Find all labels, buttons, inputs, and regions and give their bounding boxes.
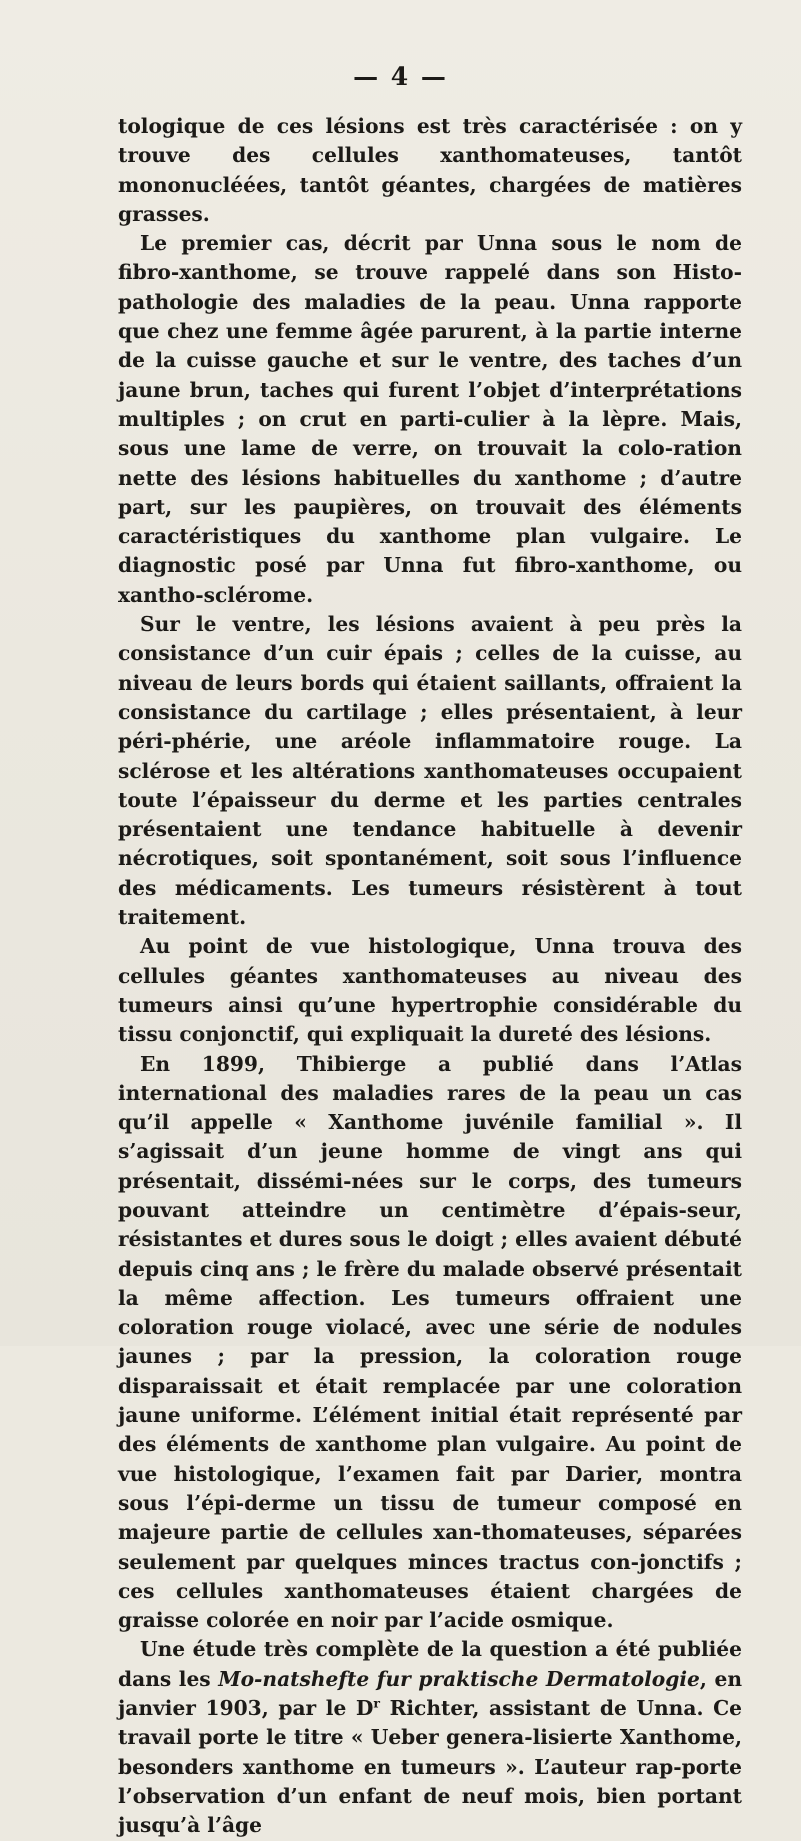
doctor-superscript: r bbox=[373, 1695, 381, 1711]
paragraph-thibierge-case: En 1899, Thibierge a publié dans l’Atlas international des maladies rares de la peau un cas qu’il appelle « Xanthome juvénile familial ». Il s’agissait d’un jeune homme de vingt ans qui présentait, dissémi-nées sur le corps, des tumeurs pouvant atteindre un centimètre d’épais-seur, résistantes et dures sous le doigt ; elles avaient débuté depuis cinq ans ; le frère du malade observé présentait la même affection. Les tumeurs offraient une coloration rouge violacé, avec une série de nodules jaunes ; par la pression, la coloration rouge disparaissait et était remplacée par une coloration jaune uniforme. L’élément initial était représenté par des éléments de xanthome plan vulgaire. Au point de vue histologique, l’examen fait par Darier, montra sous l’épi-derme un tissu de tumeur composé en majeure partie de cellules xan-thomateuses, séparées seulement par quelques minces tractus con-jonctifs ; ces cellules xanthomateuses étaient chargées de graisse colorée en noir par l’acide osmique. bbox=[118, 1051, 742, 1633]
page-number: — 4 — bbox=[353, 62, 448, 91]
journal-title: Mo-natshefte fur praktische Dermatologie bbox=[218, 1666, 700, 1691]
paragraph-unna-histology: Au point de vue histologique, Unna trouva des cellules géantes xanthomateuses au niveau des tumeurs ainsi qu’une hypertrophie considérable du tissu conjonctif, qui expliquait la dureté des lésions. bbox=[118, 934, 742, 1047]
richter-text-start: Une étude très complète de la question a été publiée dans les bbox=[118, 1637, 742, 1691]
paragraph-histology-intro: tologique de ces lésions est très caractérisée : on y trouve des cellules xanthomateuses, tantôt mononucléées, tantôt géantes, chargées de matières grasses. bbox=[118, 114, 742, 226]
paragraph-unna-case: Le premier cas, décrit par Unna sous le nom de fibro-xanthome, se trouve rappelé dans son Histo-pathologie des maladies de la peau. Unna rapporte que chez une femme âgée parurent, à la partie interne de la cuisse gauche et sur le ventre, des taches d’un jaune brun, taches qui furent l’objet d’interprétations multiples ; on crut en parti-culier à la lèpre. Mais, sous une lame de verre, on trouvait la colo-ration nette des lésions habituelles du xanthome ; d’autre part, sur les paupières, on trouvait des éléments caractéristiques du xanthome plan vulgaire. Le diagnostic posé par Unna fut fibro-xanthome, ou xantho-sclérome. bbox=[118, 231, 742, 607]
richter-text-end: Richter, assistant de Unna. Ce travail porte le titre « Ueber genera-lisierte Xanthome, besonders xanthome en tumeurs ». L’auteur rap-porte l’observation d’un enfant de neuf mois, bien portant jusqu’à l’âge bbox=[118, 1696, 742, 1838]
paragraph-lesion-consistency: Sur le ventre, les lésions avaient à peu près la consistance d’un cuir épais ; celles de la cuisse, au niveau de leurs bords qui étaient saillants, offraient la consistance du cartilage ; elles présentaient, à leur péri-phérie, une aréole inflammatoire rouge. La sclérose et les altérations xanthomateuses occupaient toute l’épaisseur du derme et les parties centrales présentaient une tendance habituelle à devenir nécrotiques, soit spontanément, soit sous l’influence des médicaments. Les tumeurs résistèrent à tout traitement. bbox=[118, 612, 742, 930]
body-text bbox=[118, 112, 742, 1841]
paragraph-richter-study bbox=[118, 1635, 742, 1840]
richter-text-date: , en janvier 1903, par le D bbox=[118, 1666, 742, 1721]
